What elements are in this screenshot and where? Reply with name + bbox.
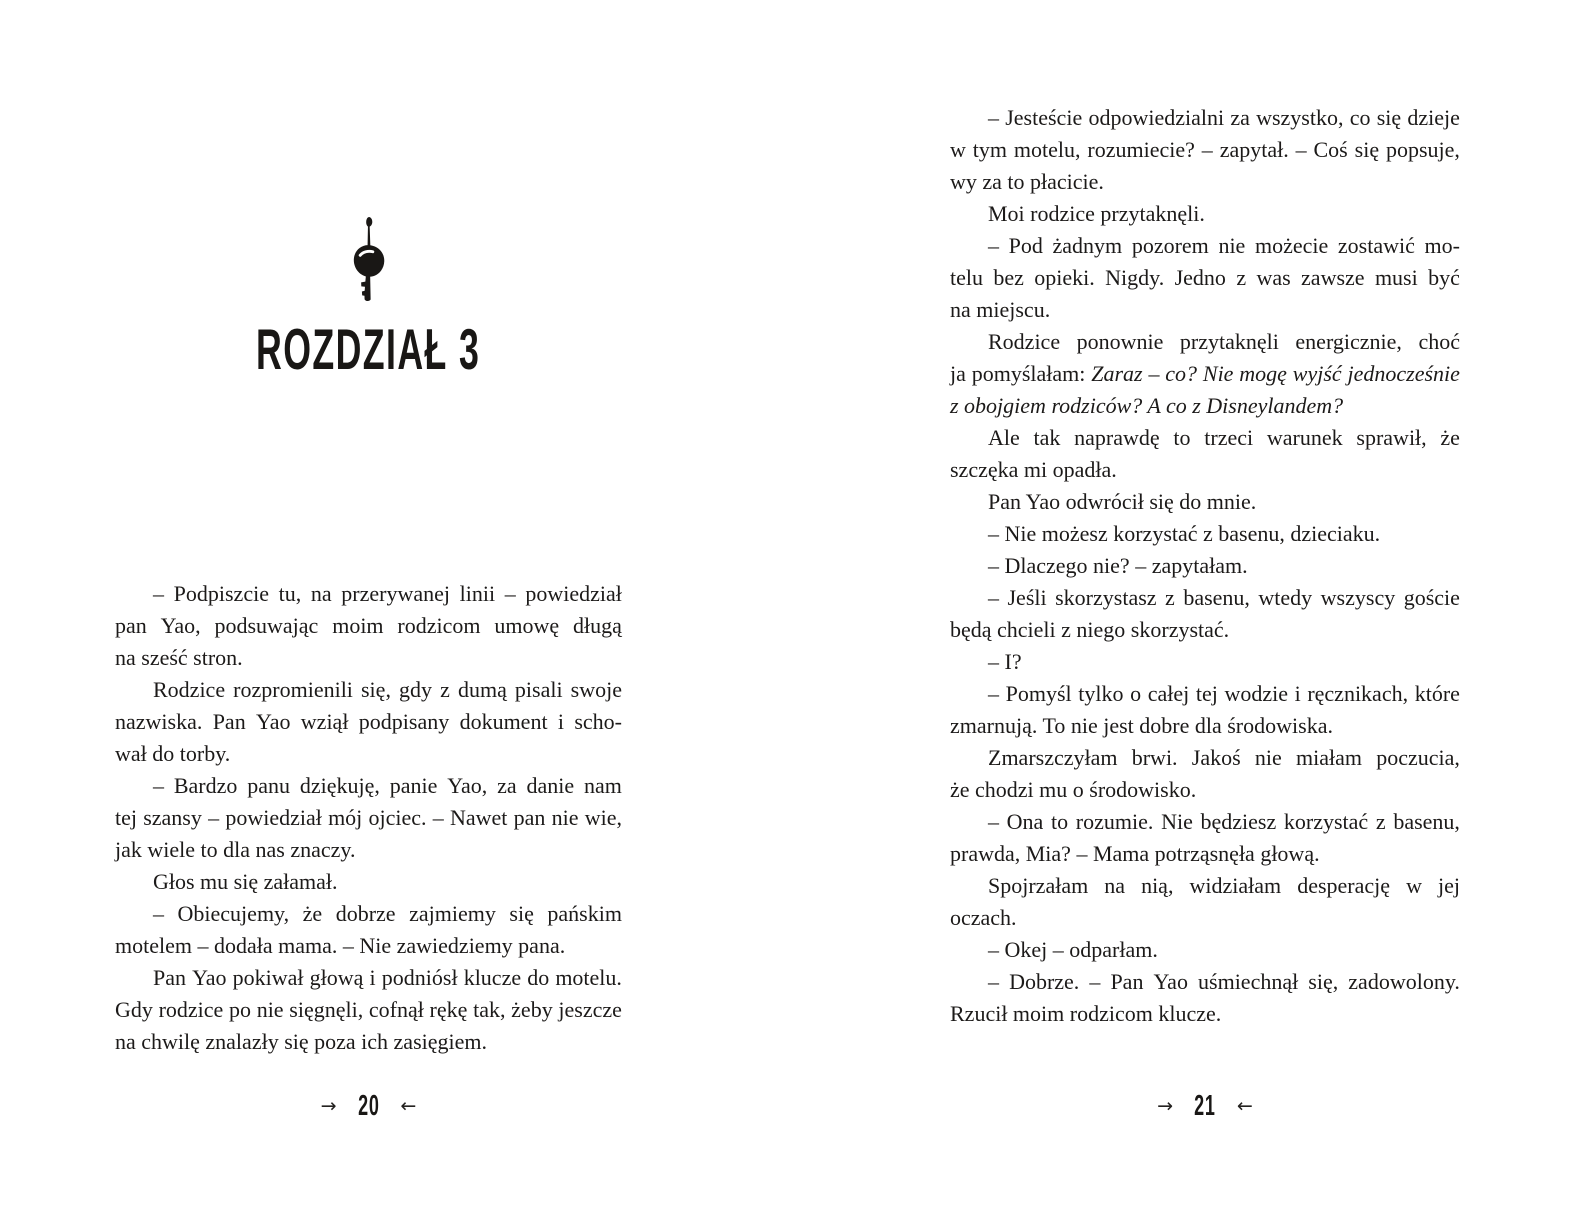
paragraph <box>115 866 622 898</box>
paragraph <box>950 966 1460 1030</box>
chapter-title-text: ROZDZIAŁ 3 <box>256 317 481 382</box>
text-line: Rodzice ponownie przytaknęli energicznie, choć <box>988 329 1460 354</box>
paragraph <box>115 578 622 674</box>
text-line: motelem – dodała mama. – Nie zawiedziemy pana. <box>115 933 566 958</box>
arrow-right-icon: → <box>320 1095 337 1117</box>
text-line: – Nie możesz korzystać z basenu, dzieciaku. <box>988 521 1381 546</box>
text-line: Ale tak naprawdę to trzeci warunek sprawił, że <box>988 425 1460 450</box>
text-line: – Obiecujemy, że dobrze zajmiemy się pańskim <box>153 901 622 926</box>
text-line: – Pod żadnym pozorem nie możecie zostawić mo- <box>988 233 1460 258</box>
left-page-number: 20 <box>357 1089 380 1122</box>
text-line: – I? <box>988 649 1022 674</box>
text-line: – Dobrze. – Pan Yao uśmiechnął się, zadowolony. <box>988 969 1460 994</box>
paragraph <box>950 934 1460 966</box>
text-line: Gdy rodzice po nie sięgnęli, cofnął rękę tak, żeby jeszcze <box>115 997 622 1022</box>
right-page-footer <box>950 1086 1460 1126</box>
paragraph <box>115 962 622 1058</box>
paragraph <box>950 102 1460 198</box>
paragraph <box>950 518 1460 550</box>
paragraph <box>950 230 1460 326</box>
text-line: Spojrzałam na nią, widziałam desperację w jej <box>988 873 1460 898</box>
text-line: – Jeśli skorzystasz z basenu, wtedy wszyscy goście <box>988 585 1460 610</box>
paragraph <box>115 674 622 770</box>
text-line: – Bardzo panu dziękuję, panie Yao, za danie nam <box>153 773 622 798</box>
text-line: prawda, Mia? – Mama potrząsnęła głową. <box>950 841 1320 866</box>
paragraph <box>115 770 622 866</box>
text-line: z obojgiem rodziców? A co z Disneylandem? <box>950 393 1344 418</box>
arrow-left-icon: ← <box>1236 1095 1253 1117</box>
text-line: – Podpiszcie tu, na przerywanej linii – powiedział <box>153 581 622 606</box>
paragraph <box>950 198 1460 230</box>
paragraph <box>950 870 1460 934</box>
left-page-footer <box>115 1086 622 1126</box>
text-line: ja pomyślałam: Zaraz – co? Nie mogę wyjść jednocześnie <box>950 361 1460 386</box>
text-line: w tym motelu, rozumiecie? – zapytał. – Coś się popsuje, <box>950 137 1460 162</box>
text-line: Głos mu się załamał. <box>153 869 338 894</box>
text-line: że chodzi mu o środowisko. <box>950 777 1197 802</box>
text-line: – Dlaczego nie? – zapytałam. <box>988 553 1248 578</box>
text-line: na chwilę znalazły się poza ich zasięgiem. <box>115 1029 487 1054</box>
right-page-number: 21 <box>1194 1089 1216 1122</box>
paragraph <box>950 550 1460 582</box>
arrow-left-icon: ← <box>400 1095 417 1117</box>
paragraph <box>950 486 1460 518</box>
key-icon <box>345 214 393 306</box>
text-line: Rodzice rozpromienili się, gdy z dumą pisali swoje <box>153 677 622 702</box>
right-page-text <box>950 102 1460 1030</box>
arrow-right-icon: → <box>1157 1095 1174 1117</box>
text-line: Pan Yao pokiwał głową i podniósł klucze do motelu. <box>153 965 622 990</box>
paragraph <box>950 326 1460 422</box>
text-line: – Ona to rozumie. Nie będziesz korzystać z basenu, <box>988 809 1460 834</box>
left-page-text <box>115 578 622 1058</box>
chapter-ornament <box>115 214 622 306</box>
paragraph <box>115 898 622 962</box>
paragraph <box>950 582 1460 646</box>
text-line: jak wiele to dla nas znaczy. <box>115 837 356 862</box>
text-line: nazwiska. Pan Yao wziął podpisany dokument i scho- <box>115 709 622 734</box>
text-line: Pan Yao odwrócił się do mnie. <box>988 489 1257 514</box>
text-line: – Okej – odparłam. <box>988 937 1158 962</box>
text-line: Zmarszczyłam brwi. Jakoś nie miałam poczucia, <box>988 745 1460 770</box>
text-line: pan Yao, podsuwając moim rodzicom umowę długą <box>115 613 622 638</box>
paragraph <box>950 422 1460 486</box>
paragraph <box>950 806 1460 870</box>
text-line: na sześć stron. <box>115 645 243 670</box>
text-line: – Jesteście odpowiedzialni za wszystko, co się dzieje <box>988 105 1460 130</box>
paragraph <box>950 678 1460 742</box>
text-line: Rzucił moim rodzicom klucze. <box>950 1001 1222 1026</box>
paragraph <box>950 646 1460 678</box>
chapter-title <box>115 318 622 395</box>
text-line: wał do torby. <box>115 741 231 766</box>
text-line: – Pomyśl tylko o całej tej wodzie i ręcznikach, które <box>988 681 1460 706</box>
text-line: wy za to płacicie. <box>950 169 1104 194</box>
text-line: telu bez opieki. Nigdy. Jedno z was zawsze musi być <box>950 265 1460 290</box>
text-line: tej szansy – powiedział mój ojciec. – Nawet pan nie wie, <box>115 805 622 830</box>
text-line: oczach. <box>950 905 1017 930</box>
text-line: szczęka mi opadła. <box>950 457 1117 482</box>
text-line: Moi rodzice przytaknęli. <box>988 201 1205 226</box>
text-line: na miejscu. <box>950 297 1051 322</box>
text-line: będą chcieli z niego skorzystać. <box>950 617 1230 642</box>
text-line: zmarnują. To nie jest dobre dla środowiska. <box>950 713 1333 738</box>
paragraph <box>950 742 1460 806</box>
